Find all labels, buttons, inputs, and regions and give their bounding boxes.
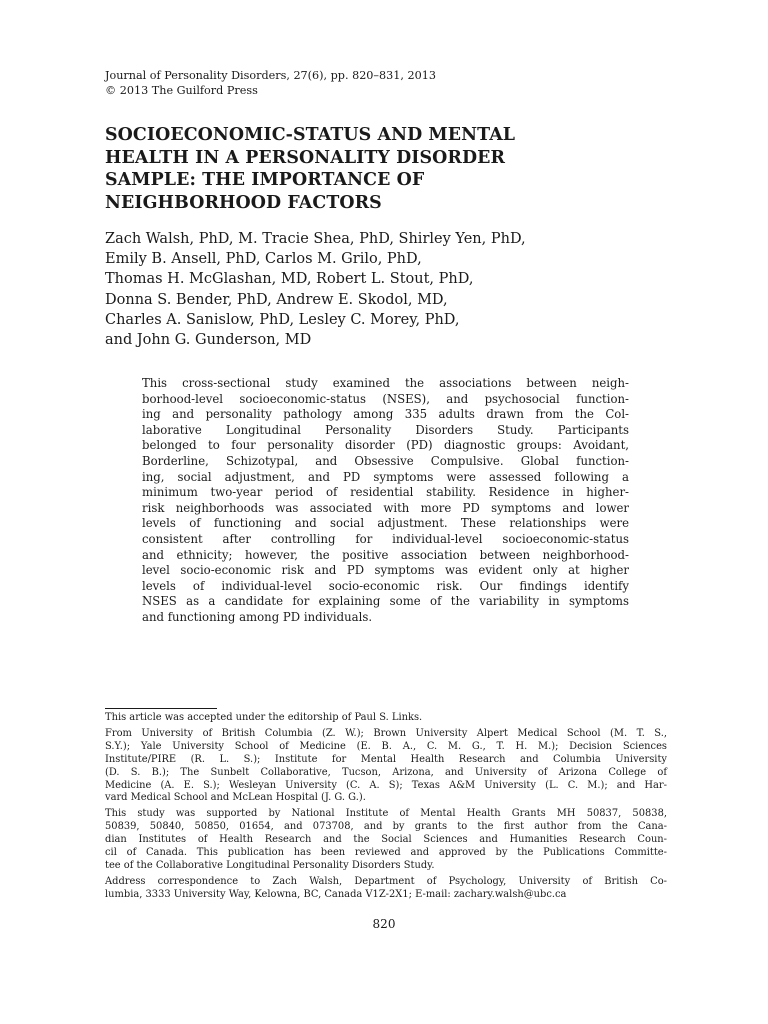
- abstract-line: and functioning among PD individuals.: [142, 609, 373, 624]
- abstract-line: ing, social adjustment, and PD symptoms were assessed following a: [142, 469, 629, 484]
- footnote-divider: [105, 708, 217, 709]
- journal-citation: Journal of Personality Disorders, 27(6), pp. 820–831, 2013: [105, 69, 436, 82]
- abstract-line: level socio-economic risk and PD symptoms was evident only at higher: [142, 563, 629, 578]
- footnote-line: 50839, 50840, 50850, 01654, and 073708, and by grants to the first author from the Cana-: [105, 821, 667, 833]
- abstract: [142, 376, 629, 626]
- title-line: HEALTH IN A PERSONALITY DISORDER: [105, 147, 506, 168]
- footnote-line: Medicine (A. E. S.); Wesleyan University (C. A. S); Texas A&M University (L. C. M.); and Har-: [105, 779, 667, 791]
- abstract-line: Borderline, Schizotypal, and Obsessive Compulsive. Global function-: [142, 453, 629, 468]
- footnote-line: dian Institutes of Health Research and the Social Sciences and Humanities Research Coun-: [105, 834, 667, 846]
- author-line: Donna S. Bender, PhD, Andrew E. Skodol, MD,: [105, 291, 448, 308]
- author-line: and John G. Gunderson, MD: [105, 332, 312, 349]
- footnote-affiliations: [105, 728, 667, 805]
- footnote-line: Institute/PIRE (R. L. S.); Institute for Mental Health Research and Columbia University: [105, 753, 667, 765]
- author-line: Emily B. Ansell, PhD, Carlos M. Grilo, PhD,: [105, 251, 422, 268]
- page-number: 820: [372, 917, 396, 931]
- footnote-line: From University of British Columbia (Z. W.); Brown University Alpert Medical School (M. T. S.,: [105, 727, 667, 739]
- footnote-correspondence: [105, 876, 667, 902]
- abstract-line: This cross-sectional study examined the associations between neigh-: [142, 376, 629, 390]
- abstract-line: risk neighborhoods was associated with more PD symptoms and lower: [142, 500, 629, 515]
- footnote-editorship: [105, 712, 667, 725]
- abstract-line: borhood-level socioeconomic-status (NSES), and psychosocial function-: [142, 391, 629, 406]
- footnote-line: This article was accepted under the editorship of Paul S. Links.: [105, 712, 423, 723]
- author-list: [105, 229, 526, 350]
- copyright-notice: © 2013 The Guilford Press: [105, 84, 258, 97]
- footnote-line: lumbia, 3333 University Way, Kelowna, BC, Canada V1Z-2X1; E-mail: zachary.walsh@ubc.ca: [105, 888, 567, 900]
- abstract-line: levels of functioning and social adjustment. These relationships were: [142, 516, 629, 531]
- footnote-line: vard Medical School and McLean Hospital (J. G. G.).: [105, 792, 366, 804]
- author-line: Thomas H. McGlashan, MD, Robert L. Stout, PhD,: [105, 271, 474, 288]
- abstract-line: NSES as a candidate for explaining some of the variability in symptoms: [142, 594, 629, 609]
- footnote-line: Address correspondence to Zach Walsh, Department of Psychology, University of British Co-: [105, 875, 667, 887]
- abstract-line: laborative Longitudinal Personality Disorders Study. Participants: [142, 422, 629, 437]
- footnote-line: This study was supported by National Institute of Mental Health Grants MH 50837, 50838,: [105, 808, 667, 820]
- abstract-line: levels of individual-level socio-economic risk. Our findings identify: [142, 578, 629, 593]
- author-line: Charles A. Sanislow, PhD, Lesley C. Morey, PhD,: [105, 311, 460, 328]
- title-line: SAMPLE: THE IMPORTANCE OF: [105, 170, 425, 190]
- title-line: SOCIOECONOMIC-STATUS AND MENTAL: [105, 125, 516, 145]
- abstract-line: and ethnicity; however, the positive association between neighborhood-: [142, 547, 629, 562]
- footnote-line: tee of the Collaborative Longitudinal Personality Disorders Study.: [105, 859, 435, 871]
- abstract-line: consistent after controlling for individual-level socioeconomic-status: [142, 531, 629, 546]
- footnote-line: (D. S. B.); The Sunbelt Collaborative, Tucson, Arizona, and University of Arizona College of: [105, 766, 667, 778]
- abstract-line: ing and personality pathology among 335 adults drawn from the Col-: [142, 407, 629, 422]
- footnote-funding: [105, 808, 667, 873]
- title-line: NEIGHBORHOOD FACTORS: [105, 192, 382, 213]
- article-title: [105, 124, 665, 214]
- footnote-line: S.Y.); Yale University School of Medicine (E. B. A., C. M. G., T. H. M.); Decision Sciences: [105, 740, 667, 752]
- abstract-line: minimum two-year period of residential stability. Residence in higher-: [142, 485, 629, 500]
- footnotes: [105, 712, 667, 905]
- footnote-line: cil of Canada. This publication has been reviewed and approved by the Publications Committe-: [105, 847, 667, 859]
- author-line: Zach Walsh, PhD, M. Tracie Shea, PhD, Shirley Yen, PhD,: [105, 231, 526, 247]
- abstract-line: belonged to four personality disorder (PD) diagnostic groups: Avoidant,: [142, 438, 629, 453]
- journal-header: [105, 68, 436, 98]
